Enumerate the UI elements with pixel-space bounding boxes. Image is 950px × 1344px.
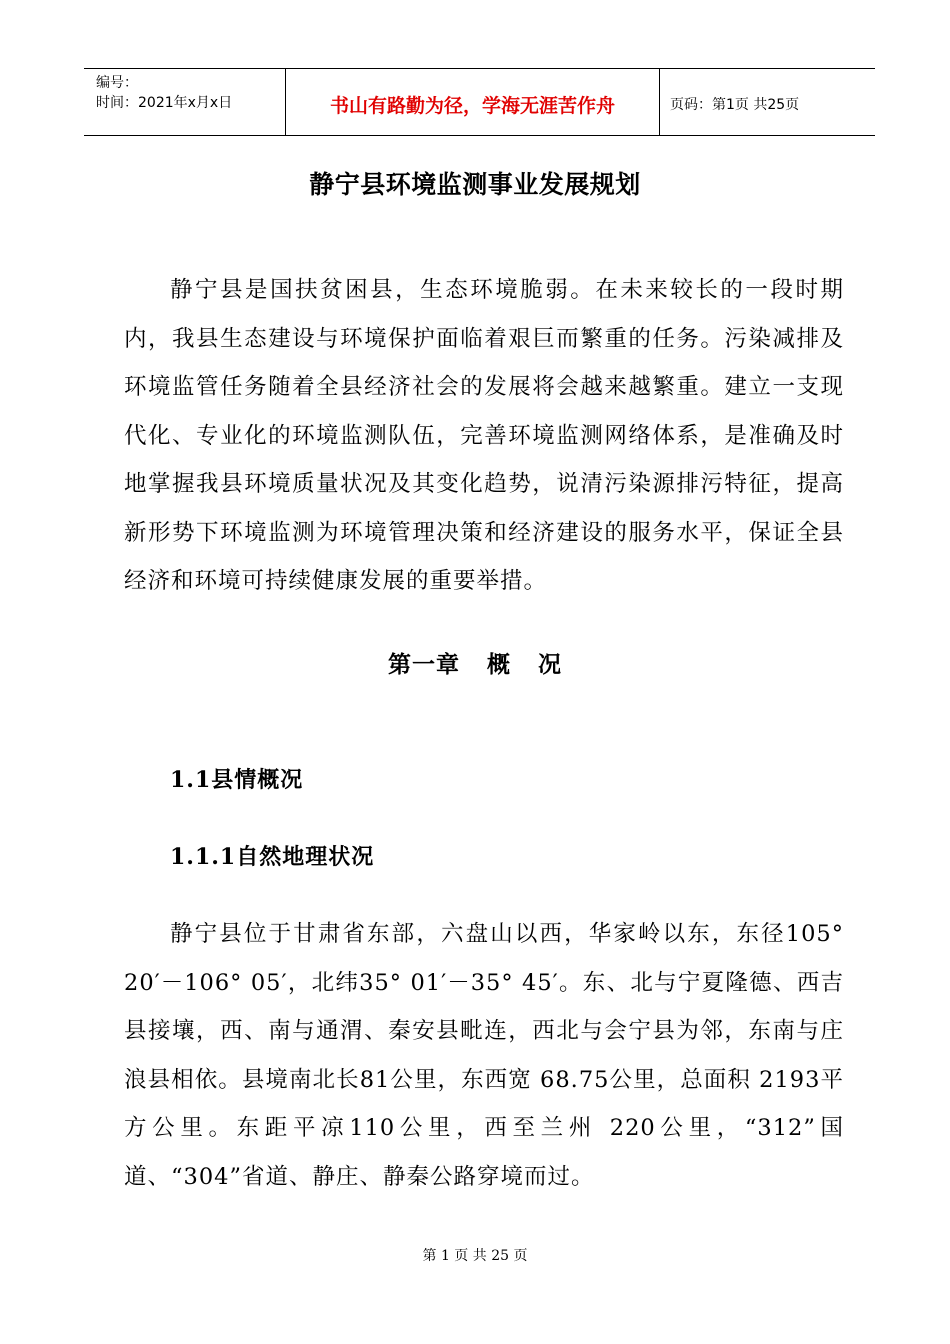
header-motto: 书山有路勤为径，学海无涯苦作舟 [286,69,660,135]
header-meta [84,69,286,135]
page-header [84,68,875,136]
section-heading-1-1: 1.1县情概况 [170,767,304,793]
time-label: 时间：2021年x月x日 [96,95,233,111]
geo-paragraph: 静宁县位于甘肃省东部，六盘山以西，华家岭以东，东径105° 20′－106° 05′，北纬35° 01′－35° 45′。东、北与宁夏隆德、西吉县接壤，西、南与通渭、秦安县毗连，西北与会宁县为邻，东南与庄浪县相依。县境南北长81公里，东西宽 68.75公里，总面积 2193平方公里。东距平凉110公里，西至兰州 220公里，“312”国道、“304”省道、静庄、静秦公路穿境而过。 [124,921,844,1190]
document-title: 静宁县环境监测事业发展规划 [309,170,641,199]
number-label: 编号： [96,75,138,91]
chapter-heading: 第一章 概 况 [387,651,563,678]
header-page-info: 页码：第1页 共25页 [670,97,800,113]
page-footer: 第 1 页 共 25 页 [422,1248,528,1264]
section-heading-1-1-1: 1.1.1自然地理状况 [170,844,375,870]
intro-paragraph: 静宁县是国扶贫困县，生态环境脆弱。在未来较长的一段时期内，我县生态建设与环境保护面临着艰巨而繁重的任务。污染减排及环境监管任务随着全县经济社会的发展将会越来越繁重。建立一支现代化、专业化的环境监测队伍，完善环境监测网络体系，是准确及时地掌握我县环境质量状况及其变化趋势，说清污染源排污特征，提高新形势下环境监测为环境管理决策和经济建设的服务水平，保证全县经济和环境可持续健康发展的重要举措。 [124,277,844,594]
